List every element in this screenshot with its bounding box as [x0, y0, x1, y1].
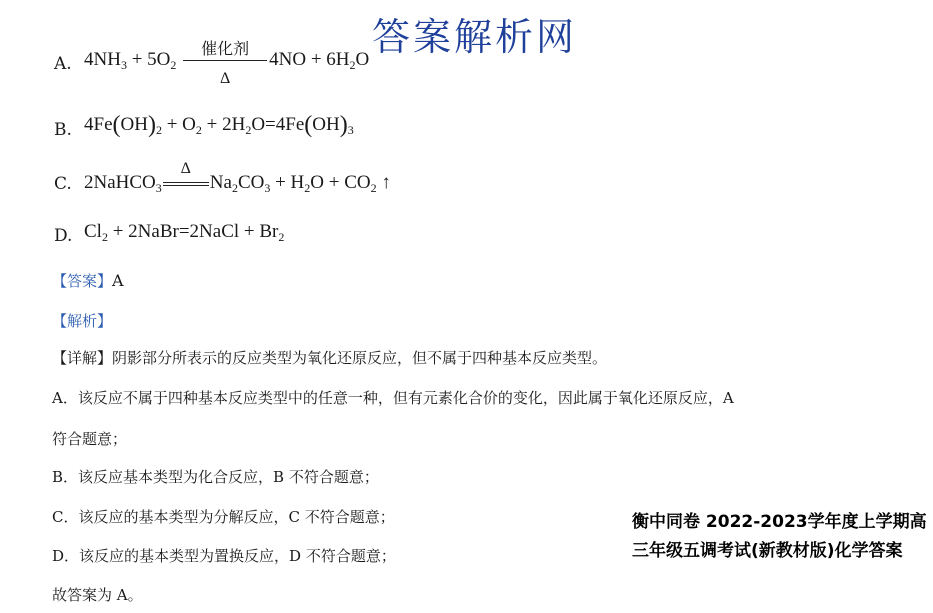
option-b-label: B. — [54, 120, 72, 140]
explanation-a-line2: 符合题意； — [52, 430, 128, 448]
option-d-equation: $Cl_2$ + 2NaBr=2NaCl + $Br_2$ — [84, 221, 285, 244]
option-a-heat: Δ — [219, 70, 231, 88]
option-d-label: D. — [54, 226, 73, 246]
option-a-label: A. — [54, 54, 72, 74]
option-c-heat: Δ — [180, 159, 191, 177]
answer-tag: 【答案】 — [52, 272, 113, 290]
answer-value: A — [112, 271, 124, 290]
option-a-catalyst: 催化剂 — [201, 41, 250, 59]
explanation-b: B．该反应基本类型为化合反应，B 不符合题意； — [52, 468, 379, 486]
explanation-a-line1: A．该反应不属于四种基本反应类型中的任意一种，但有元素化合价的变化，因此属于氧化还原反应，A — [52, 389, 734, 407]
option-b-equation: $4Fe(OH)_2 + O_2 + 2H_2O=4Fe(OH)_3$ — [84, 112, 354, 138]
option-a-equation: $4NH_3 + 5O_2$ 催化剂 Δ $4NO + 6H_2O$ — [84, 49, 369, 71]
document-footer-title: 衡中同卷 2022-2023学年度上学期高三年级五调考试(新教材版)化学答案 — [632, 512, 927, 561]
explanation-detail: 【详解】阴影部分所表示的反应类型为氧化还原反应，但不属于四种基本反应类型。 — [52, 349, 608, 367]
option-c-arrow — [163, 159, 209, 186]
option-c-label: C. — [54, 174, 72, 194]
option-c-equation: 2NaHCO$_3$ Δ $Na_2CO_3 + H_2O + CO_2$ ↑ — [84, 159, 391, 195]
option-a-arrow — [183, 41, 267, 88]
answer-row — [52, 270, 124, 291]
explanation-c: C．该反应的基本类型为分解反应，C 不符合题意； — [52, 508, 395, 526]
watermark-title: 答案解析网 — [372, 15, 578, 59]
explanation-conclusion: 故答案为 A。 — [52, 586, 143, 604]
analysis-tag: 【解析】 — [52, 312, 113, 330]
explanation-d: D．该反应的基本类型为置换反应，D 不符合题意； — [52, 547, 396, 565]
